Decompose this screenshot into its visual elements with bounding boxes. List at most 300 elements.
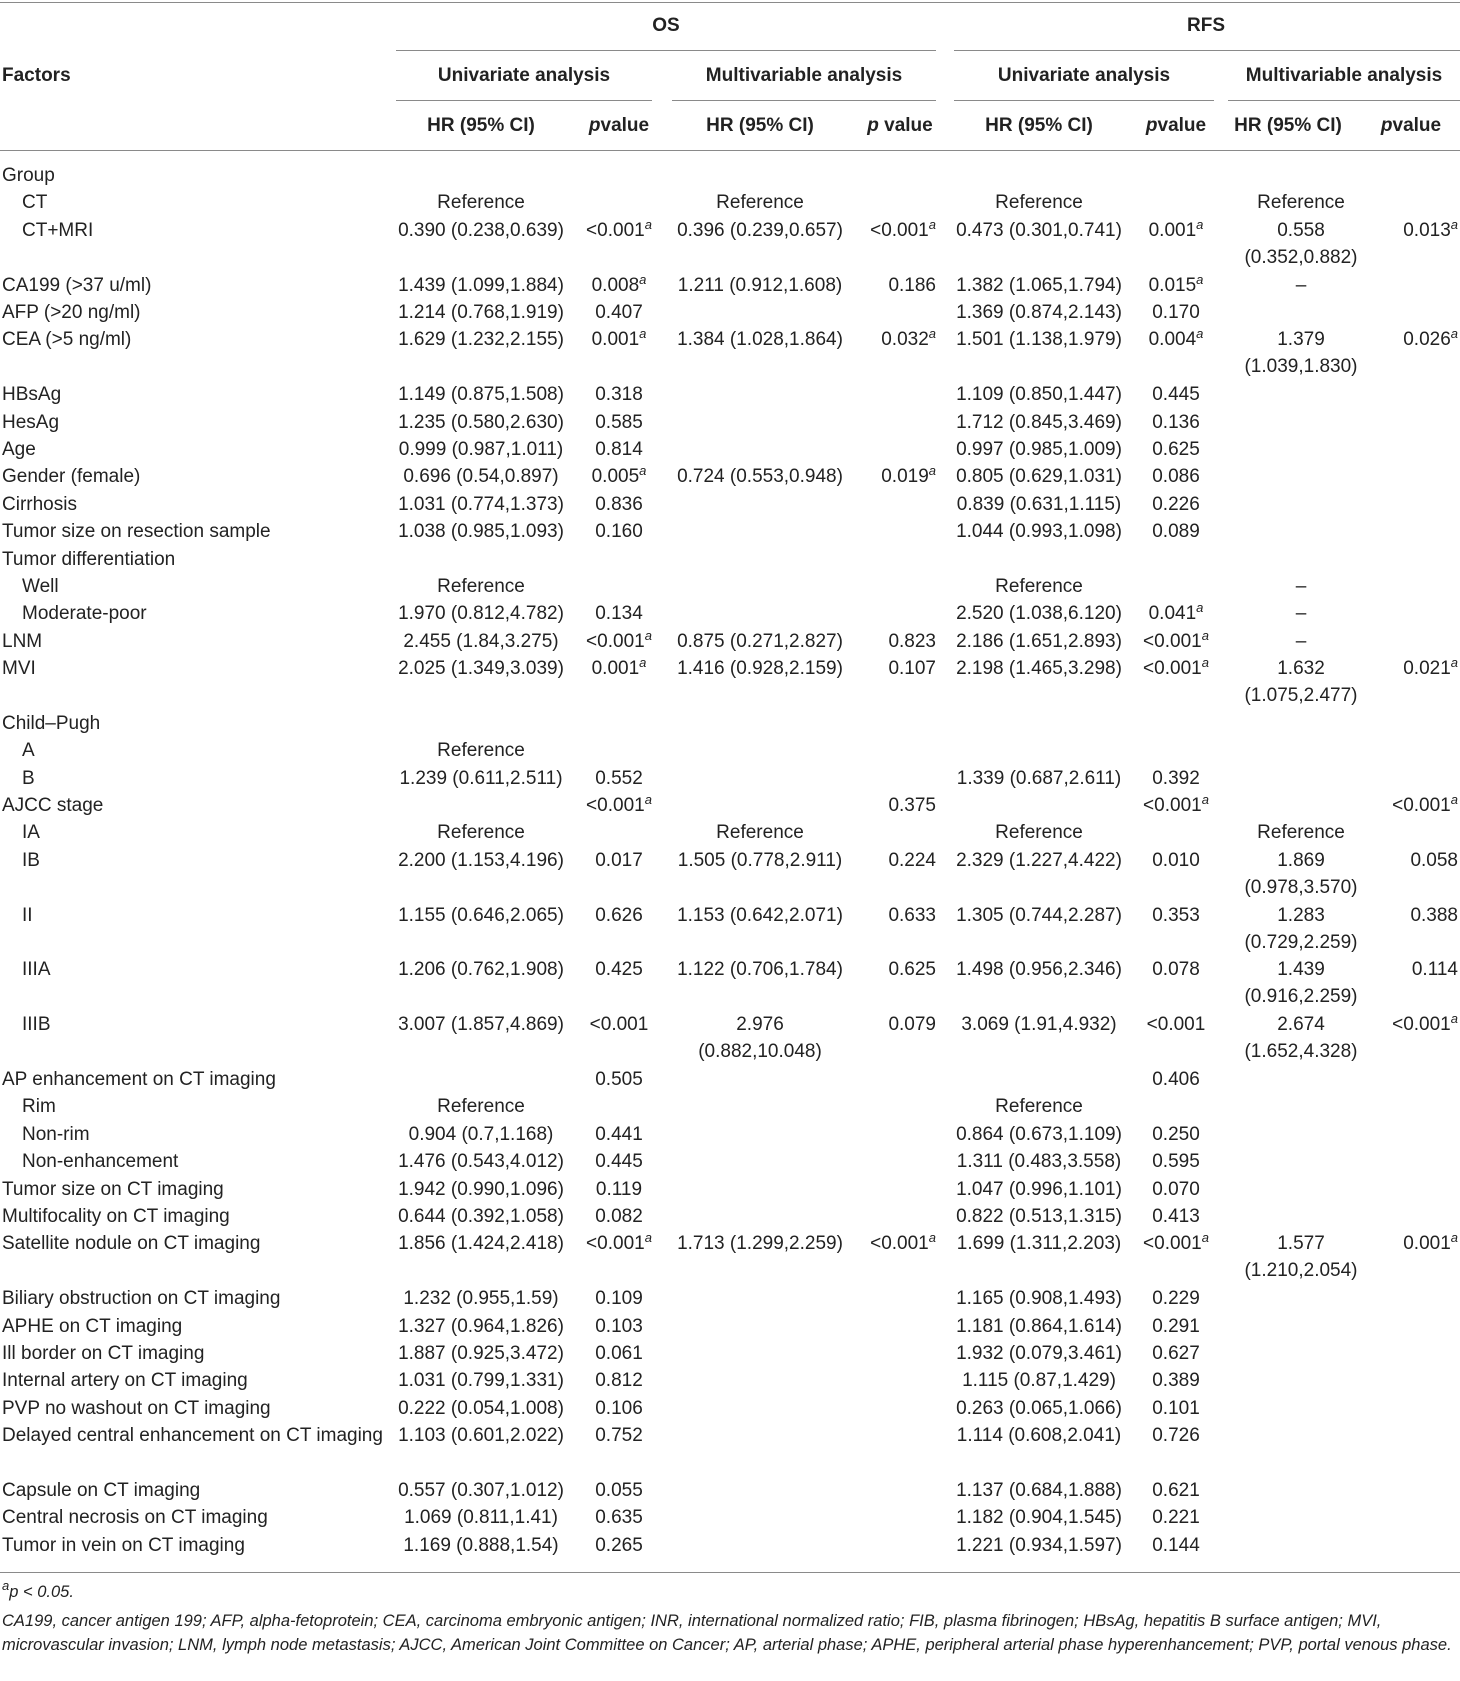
os-uni-hr-cell: 0.557 (0.307,1.012) [398,1479,564,1501]
table-row [0,819,1460,846]
rfs-uni-hr-cell: 2.186 (1.651,2.893) [956,630,1122,652]
table-row [0,162,1460,189]
os-multi-p-cell: <0.001$^a$ [870,216,936,241]
os-uni-p-cell: 0.109 [595,1288,643,1310]
significance-marker: a [639,463,647,479]
rfs-uni-p-cell: 0.101 [1152,1397,1200,1419]
table-row [0,217,1460,272]
factor-label: APHE on CT imaging [2,1315,183,1337]
rfs-group-header: RFS [1187,15,1225,36]
table-row [0,628,1460,655]
os-uni-hr-cell: 0.390 (0.238,0.639) [398,219,564,241]
rfs-uni-p-cell: 0.229 [1152,1288,1200,1310]
table-row [0,1093,1460,1120]
os-uni-p-cell: 0.445 [595,1151,643,1173]
rfs-uni-p-cell: 0.015$^a$ [1148,271,1204,296]
rfs-uni-hr-cell: 1.047 (0.996,1.101) [956,1178,1122,1200]
significance-marker: a [1201,1230,1209,1246]
os-uni-p-cell: 0.055 [595,1479,643,1501]
os-uni-p-cell: 0.814 [595,438,643,460]
rfs-uni-hr-cell: Reference [995,1096,1083,1118]
os-uni-p-cell: 0.103 [595,1315,643,1337]
significance-marker: a [1196,600,1204,616]
os-multi-hr-header: HR (95% CI) [706,115,814,136]
rfs-multi-p-header: pvalue [1380,115,1442,136]
os-uni-p-cell: <0.001$^a$ [586,792,652,817]
os-uni-hr-cell: 0.644 (0.392,1.058) [398,1205,564,1227]
factor-label: HesAg [2,411,60,433]
table-row [0,1367,1460,1394]
table-row [0,409,1460,436]
rfs-multi-p-cell: <0.001$^a$ [1392,1011,1458,1036]
os-uni-hr-cell: 0.904 (0.7,1.168) [408,1123,554,1145]
factor-label: Rim [22,1096,56,1118]
rfs-uni-hr-cell: 3.069 (1.91,4.932) [961,1014,1117,1036]
os-multivariable-rule [672,100,936,101]
os-multi-hr-cell: 1.122 (0.706,1.784) [677,959,843,981]
os-multivariable-header: Multivariable analysis [705,65,903,86]
os-uni-hr-header: HR (95% CI) [427,115,535,136]
os-uni-hr-cell: 2.025 (1.349,3.039) [398,658,564,680]
os-uni-hr-cell: 1.235 (0.580,2.630) [398,411,564,433]
rfs-multi-hr-cell: Reference [1257,822,1345,844]
table-row [0,765,1460,792]
rfs-multi-p-cell: 0.013$^a$ [1403,216,1458,241]
os-uni-p-cell: 0.585 [595,411,643,433]
rfs-uni-hr-cell: 1.369 (0.874,2.143) [956,301,1122,323]
os-uni-p-cell: 0.407 [595,301,643,323]
os-multi-hr-cell: 0.875 (0.271,2.827) [677,630,843,652]
factor-label: IA [22,822,40,844]
table-row [0,1285,1460,1312]
factor-label: AFP (>20 ng/ml) [2,301,141,323]
os-uni-hr-cell: Reference [437,1096,525,1118]
factor-label: Central necrosis on CT imaging [2,1507,268,1529]
factor-label: Internal artery on CT imaging [2,1370,248,1392]
os-uni-hr-cell: 1.629 (1.232,2.155) [398,329,564,351]
factor-label: MVI [2,658,36,680]
rfs-uni-hr-cell: 1.165 (0.908,1.493) [956,1288,1122,1310]
rfs-uni-p-cell: 0.625 [1152,438,1200,460]
rfs-uni-p-cell: 0.086 [1152,466,1200,488]
rfs-uni-p-cell: 0.621 [1152,1479,1200,1501]
rfs-multi-hr-cell: 1.869 (0.978,3.570) [1244,849,1358,898]
rfs-uni-hr-cell: 2.329 (1.227,4.422) [956,849,1122,871]
rfs-uni-hr-cell: 0.473 (0.301,0.741) [956,219,1122,241]
os-multi-hr-cell: 1.713 (1.299,2.259) [677,1233,843,1255]
os-multi-p-cell: 0.224 [888,849,936,871]
significance-marker: a [1450,655,1458,671]
table-row [0,1176,1460,1203]
os-uni-hr-cell: Reference [437,822,525,844]
os-uni-p-cell: 0.106 [595,1397,643,1419]
rfs-uni-p-cell: 0.595 [1152,1151,1200,1173]
rfs-uni-hr-cell: 1.182 (0.904,1.545) [956,1507,1122,1529]
rfs-multi-hr-cell: 0.558 (0.352,0.882) [1244,219,1358,268]
rfs-multivariable-header: Multivariable analysis [1245,65,1443,86]
os-uni-hr-cell: 1.155 (0.646,2.065) [398,904,564,926]
significance-marker: a [1450,1230,1458,1246]
significance-footnote [2,1580,1458,1604]
os-uni-hr-cell: 1.327 (0.964,1.826) [398,1315,564,1337]
significance-marker: a [644,1230,652,1246]
rfs-uni-p-cell: <0.001$^a$ [1143,627,1209,652]
rfs-uni-p-cell: 0.078 [1152,959,1200,981]
rfs-uni-hr-cell: 0.805 (0.629,1.031) [956,466,1122,488]
os-multi-p-cell: <0.001$^a$ [870,1230,936,1255]
rfs-uni-p-cell: 0.627 [1152,1342,1200,1364]
rfs-multi-hr-cell: 1.439 (0.916,2.259) [1244,959,1358,1008]
significance-marker: a [928,326,936,342]
significance-marker: a [928,216,936,232]
table-row [0,299,1460,326]
os-uni-p-cell: 0.134 [595,603,643,625]
rfs-multi-hr-cell: 1.283 (0.729,2.259) [1244,904,1358,953]
table-row [0,1504,1460,1531]
significance-marker: a [639,271,647,287]
factors-header: Factors [2,65,71,86]
rfs-uni-hr-cell: 1.181 (0.864,1.614) [956,1315,1122,1337]
significance-marker: a [1450,216,1458,232]
os-univariate-header: Univariate analysis [437,65,611,86]
os-multi-p-cell: 0.186 [888,274,936,296]
rfs-uni-p-cell: 0.221 [1152,1507,1200,1529]
rfs-uni-hr-cell: 2.520 (1.038,6.120) [956,603,1122,625]
table-row [0,1395,1460,1422]
os-univariate-rule [396,100,652,101]
os-multi-hr-cell: 1.211 (0.912,1.608) [677,274,843,296]
rfs-uni-hr-cell: 0.864 (0.673,1.109) [956,1123,1122,1145]
factor-label: Ill border on CT imaging [2,1342,205,1364]
rfs-multi-hr-cell: Reference [1257,192,1345,214]
os-uni-p-cell: 0.318 [595,384,643,406]
header-bottom-rule [0,150,1460,151]
rfs-uni-hr-cell: 0.822 (0.513,1.315) [956,1205,1122,1227]
table-row [0,1230,1460,1285]
os-multi-p-cell: 0.032$^a$ [881,326,936,351]
os-uni-p-cell: 0.008$^a$ [591,271,647,296]
table-row [0,847,1460,902]
rfs-uni-hr-cell: 1.699 (1.311,2.203) [956,1233,1122,1255]
rfs-univariate-header: Univariate analysis [997,65,1171,86]
rfs-univariate-rule [954,100,1214,101]
os-uni-p-cell: <0.001$^a$ [586,216,652,241]
factor-label: A [22,740,35,762]
rfs-uni-hr-cell: 1.498 (0.956,2.346) [956,959,1122,981]
table-row [0,463,1460,490]
factor-label: HBsAg [2,384,62,406]
significance-marker: a [1450,326,1458,342]
significance-marker: a [1201,627,1209,643]
os-uni-p-cell: 0.626 [595,904,643,926]
rfs-uni-hr-cell: 1.137 (0.684,1.888) [956,1479,1122,1501]
significance-marker: a [1196,216,1204,232]
table-row [0,1340,1460,1367]
footnote-marker: a [2,1578,10,1593]
os-uni-p-cell: 0.836 [595,493,643,515]
os-uni-p-cell: 0.552 [595,767,643,789]
table-row [0,902,1460,957]
factor-label: Biliary obstruction on CT imaging [2,1288,281,1310]
rfs-uni-p-cell: <0.001$^a$ [1143,792,1209,817]
rfs-uni-p-cell: 0.353 [1152,904,1200,926]
rfs-uni-hr-cell: 1.305 (0.744,2.287) [956,904,1122,926]
rfs-uni-hr-cell: 1.382 (1.065,1.794) [956,274,1122,296]
os-uni-hr-cell: 1.970 (0.812,4.782) [398,603,564,625]
os-multi-hr-cell: Reference [716,192,804,214]
table-row [0,326,1460,381]
rfs-multi-p-cell: 0.001$^a$ [1403,1230,1458,1255]
significance-marker: a [1201,792,1209,808]
os-uni-p-cell: <0.001 [589,1014,649,1036]
os-multi-hr-cell: 1.384 (1.028,1.864) [677,329,843,351]
rfs-uni-p-cell: 0.389 [1152,1370,1200,1392]
os-uni-hr-cell: 0.999 (0.987,1.011) [398,438,564,460]
rfs-uni-hr-header: HR (95% CI) [985,115,1093,136]
table-row [0,1422,1460,1477]
os-uni-hr-cell: 1.206 (0.762,1.908) [398,959,564,981]
factor-label: AJCC stage [2,795,104,817]
factor-label: IIIA [22,959,51,981]
os-uni-hr-cell: 1.038 (0.985,1.093) [398,521,564,543]
rfs-uni-hr-cell: Reference [995,192,1083,214]
significance-marker: a [1450,792,1458,808]
significance-marker: a [1450,1011,1458,1027]
factor-label: IIIB [22,1014,51,1036]
factor-label: Tumor size on resection sample [2,521,271,543]
rfs-uni-hr-cell: 1.044 (0.993,1.098) [956,521,1122,543]
os-uni-hr-cell: 1.103 (0.601,2.022) [398,1425,564,1447]
os-uni-hr-cell: 1.031 (0.799,1.331) [398,1370,564,1392]
factor-label: Tumor in vein on CT imaging [2,1534,245,1556]
os-multi-hr-cell: 0.396 (0.239,0.657) [677,219,843,241]
os-uni-hr-cell: 1.232 (0.955,1.59) [403,1288,559,1310]
os-uni-hr-cell: 1.942 (0.990,1.096) [398,1178,564,1200]
factor-label: Gender (female) [2,466,141,488]
rfs-uni-p-cell: 0.226 [1152,493,1200,515]
rfs-uni-p-cell: 0.445 [1152,384,1200,406]
significance-marker: a [639,655,647,671]
os-uni-p-cell: 0.441 [595,1123,643,1145]
factor-label: IB [22,849,40,871]
factor-label: II [22,904,33,926]
table-row [0,381,1460,408]
rfs-uni-p-header: pvalue [1145,115,1207,136]
table-row [0,1477,1460,1504]
rfs-group-rule [954,50,1460,51]
rfs-uni-p-cell: 0.291 [1152,1315,1200,1337]
factor-label: Moderate-poor [22,603,147,625]
rfs-uni-p-cell: 0.004$^a$ [1148,326,1204,351]
rfs-uni-hr-cell: 0.997 (0.985,1.009) [956,438,1122,460]
table-row [0,272,1460,299]
rfs-uni-hr-cell: 1.115 (0.87,1.429) [962,1370,1116,1392]
factor-label: Satellite nodule on CT imaging [2,1233,261,1255]
factor-label: Delayed central enhancement on CT imaging [2,1425,383,1447]
rfs-uni-p-cell: 0.413 [1152,1205,1200,1227]
significance-marker: a [639,326,647,342]
factor-label: Tumor size on CT imaging [2,1178,224,1200]
table-row [0,1121,1460,1148]
os-uni-hr-cell: 1.214 (0.768,1.919) [398,301,564,323]
table-row [0,655,1460,710]
rfs-uni-hr-cell: 0.839 (0.631,1.115) [956,493,1122,515]
table-top-rule [0,2,1460,3]
rfs-multi-p-cell: 0.026$^a$ [1403,326,1458,351]
os-multi-p-header: p value [867,115,933,136]
os-uni-p-cell: 0.061 [595,1342,643,1364]
rfs-uni-p-cell: 0.070 [1152,1178,1200,1200]
os-uni-p-cell: 0.005$^a$ [591,463,647,488]
significance-marker: a [928,1230,936,1246]
factor-label: CT [22,192,48,214]
table-row [0,1532,1460,1559]
significance-marker: a [644,792,652,808]
factor-label: LNM [2,630,43,652]
rfs-uni-hr-cell: 1.114 (0.608,2.041) [956,1425,1122,1447]
factor-label: CT+MRI [22,219,94,241]
rfs-uni-p-cell: 0.010 [1152,849,1200,871]
rfs-uni-p-cell: 0.041$^a$ [1148,600,1204,625]
factor-label: Capsule on CT imaging [2,1479,201,1501]
table-body [0,162,1460,1559]
os-multi-p-cell: 0.019$^a$ [881,463,936,488]
factor-label: CA199 (>37 u/ml) [2,274,152,296]
rfs-uni-p-cell: 0.136 [1152,411,1200,433]
rfs-multi-hr-cell: – [1295,575,1307,597]
table-row [0,710,1460,737]
rfs-uni-p-cell: 0.392 [1152,767,1200,789]
significance-marker: a [1201,655,1209,671]
abbreviations-footnote: CA199, cancer antigen 199; AFP, alpha-fetoprotein; CEA, carcinoma embryonic antigen; INR, international normalized ratio; FIB, plasma fibrinogen; HBsAg, hepatitis B surface antigen; MVI, microvascular invasion; LNM, lymph node metastasis; AJCC, American Joint Committee on Cancer; AP, arterial phase; APHE, peripheral arterial phase hyperenhancement; PVP, portal venous phase. [2,1612,1452,1654]
table-row [0,1066,1460,1093]
factor-label: Tumor differentiation [2,548,176,570]
os-uni-p-cell: 0.017 [595,849,643,871]
os-multi-p-cell: 0.107 [888,658,936,680]
table-row [0,189,1460,216]
rfs-multi-p-cell: 0.388 [1410,904,1458,926]
rfs-uni-p-cell: 0.250 [1152,1123,1200,1145]
rfs-multi-p-cell: 0.021$^a$ [1403,655,1458,680]
factor-label: Age [2,438,36,460]
rfs-uni-hr-cell: 1.501 (1.138,1.979) [956,329,1122,351]
table-bottom-rule [0,1572,1460,1573]
os-multi-p-cell: 0.079 [888,1014,936,1036]
factor-label: Well [22,575,59,597]
factor-label: Cirrhosis [2,493,77,515]
os-uni-hr-cell: 1.439 (1.099,1.884) [398,274,564,296]
os-uni-p-cell: 0.265 [595,1534,643,1556]
os-uni-p-cell: 0.505 [595,1069,643,1090]
os-uni-hr-cell: 1.887 (0.925,3.472) [398,1342,564,1364]
significance-marker: a [1196,271,1204,287]
table-row [0,737,1460,764]
os-uni-hr-cell: 1.031 (0.774,1.373) [398,493,564,515]
rfs-uni-p-cell: 0.406 [1152,1069,1200,1090]
os-multi-p-cell: 0.625 [888,959,936,981]
factor-label: B [22,767,35,789]
rfs-uni-p-cell: <0.001$^a$ [1143,655,1209,680]
os-uni-hr-cell: 1.476 (0.543,4.012) [398,1151,564,1173]
table-row [0,1148,1460,1175]
rfs-uni-p-cell: 0.170 [1152,301,1200,323]
rfs-uni-hr-cell: 0.263 (0.065,1.066) [956,1397,1122,1419]
os-group-rule [396,50,936,51]
rfs-uni-p-cell: <0.001 [1146,1014,1206,1036]
table-row [0,1313,1460,1340]
rfs-multi-hr-cell: 2.674 (1.652,4.328) [1244,1014,1358,1063]
rfs-multi-p-cell: 0.058 [1410,849,1458,871]
table-footnotes [2,1580,1458,1657]
rfs-uni-hr-cell: Reference [995,575,1083,597]
os-multi-hr-cell: 1.505 (0.778,2.911) [677,849,843,871]
os-uni-hr-cell: Reference [437,575,525,597]
table-row [0,491,1460,518]
os-uni-hr-cell: 1.149 (0.875,1.508) [398,384,564,406]
os-multi-hr-cell: 2.976 (0.882,10.048) [698,1014,822,1063]
rfs-multi-hr-cell: – [1295,274,1307,296]
rfs-uni-hr-cell: Reference [995,822,1083,844]
os-multi-p-cell: 0.375 [888,795,936,817]
os-multi-hr-cell: 1.416 (0.928,2.159) [677,658,843,680]
os-uni-hr-cell: 0.696 (0.54,0.897) [403,466,559,488]
factor-label: Child–Pugh [2,712,101,734]
significance-marker: a [1196,326,1204,342]
table-row [0,792,1460,819]
table-row [0,518,1460,545]
os-uni-p-header: pvalue [588,115,650,136]
table-row [0,600,1460,627]
os-multi-hr-cell: 1.153 (0.642,2.071) [677,904,843,926]
rfs-multi-hr-cell: – [1295,603,1307,625]
factor-label: Group [2,165,55,186]
rfs-uni-p-cell: 0.144 [1152,1534,1200,1556]
rfs-uni-hr-cell: 1.339 (0.687,2.611) [956,767,1122,789]
os-uni-hr-cell: 1.239 (0.611,2.511) [399,767,563,789]
rfs-multi-hr-cell: – [1295,630,1307,652]
os-uni-hr-cell: Reference [437,740,525,762]
factor-label: AP enhancement on CT imaging [2,1069,276,1090]
significance-marker: a [644,216,652,232]
os-uni-hr-cell: 1.069 (0.811,1.41) [404,1507,558,1529]
rfs-uni-p-cell: 0.001$^a$ [1148,216,1204,241]
table-row [0,436,1460,463]
os-uni-hr-cell: 1.169 (0.888,1.54) [403,1534,559,1556]
os-uni-hr-cell: Reference [437,192,525,214]
rfs-uni-hr-cell: 1.712 (0.845,3.469) [956,411,1122,433]
table-row [0,573,1460,600]
os-uni-hr-cell: 1.856 (1.424,2.418) [398,1233,564,1255]
os-uni-p-cell: 0.119 [595,1178,643,1200]
os-uni-p-cell: 0.082 [595,1205,643,1227]
rfs-multivariable-rule [1228,100,1460,101]
rfs-multi-hr-cell: 1.577 (1.210,2.054) [1244,1233,1358,1282]
os-multi-hr-cell: 0.724 (0.553,0.948) [677,466,843,488]
rfs-uni-p-cell: 0.726 [1152,1425,1200,1447]
rfs-uni-hr-cell: 1.311 (0.483,3.558) [956,1151,1122,1173]
os-uni-p-cell: 0.425 [595,959,643,981]
significance-marker: a [644,627,652,643]
rfs-uni-p-cell: <0.001$^a$ [1143,1230,1209,1255]
table-row [0,1203,1460,1230]
os-uni-hr-cell: 0.222 (0.054,1.008) [398,1397,564,1419]
rfs-multi-hr-cell: 1.379 (1.039,1.830) [1244,329,1358,378]
os-uni-p-cell: 0.812 [595,1370,643,1392]
os-multi-hr-cell: Reference [716,822,804,844]
rfs-uni-p-cell: 0.089 [1152,521,1200,543]
rfs-multi-p-cell: <0.001$^a$ [1392,792,1458,817]
significance-marker: a [928,463,936,479]
